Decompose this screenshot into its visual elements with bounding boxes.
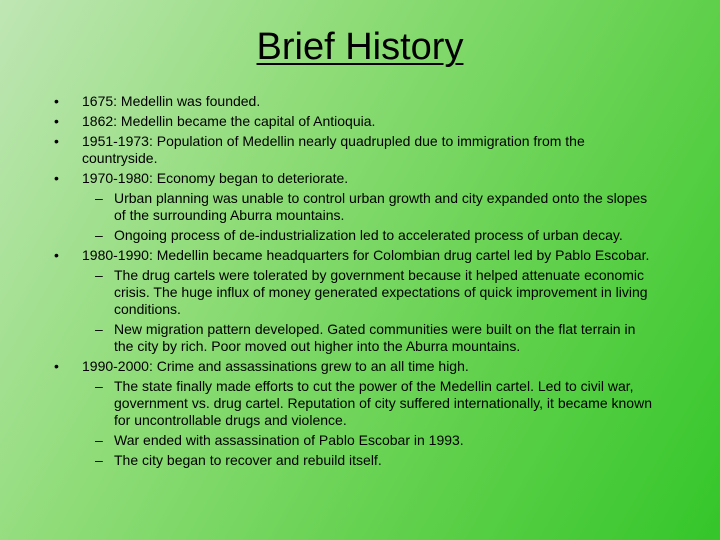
sub-bullet-item [82,267,654,318]
bullet-text: 1951-1973: Population of Medellin nearly quadrupled due to immigration from the countryside. [82,133,585,166]
bullet-item [54,247,654,355]
dash-icon: – [95,190,103,206]
sub-bullet-text: The state finally made efforts to cut the power of the Medellin cartel. Led to civil war, government vs. drug cartel. Reputation of city suffered internationally, it became known for uncontrollable drugs and violence. [114,378,652,428]
bullet-item [54,93,654,110]
sub-bullet-item [82,378,654,429]
dash-icon: – [95,267,103,283]
sub-bullet-text: The drug cartels were tolerated by government because it helped attenuate economic crisis. The huge influx of money generated expectations of quick improvement in living conditions. [114,267,648,317]
sub-bullet-text: The city began to recover and rebuild itself. [114,452,382,468]
sub-bullet-list [82,378,654,469]
sub-bullet-text: Ongoing process of de-industrialization led to accelerated process of urban decay. [114,227,623,243]
bullet-icon: • [54,247,59,263]
sub-bullet-text: Urban planning was unable to control urban growth and city expanded onto the slopes of the surrounding Aburra mountains. [114,190,648,223]
dash-icon: – [95,321,103,337]
bullet-icon: • [54,170,59,186]
bullet-item [54,133,654,167]
sub-bullet-item [82,227,654,244]
dash-icon: – [95,227,103,243]
bullet-list [54,93,654,469]
bullet-text: 1970-1980: Economy began to deteriorate. [82,170,349,186]
bullet-icon: • [54,358,59,374]
sub-bullet-list [82,190,654,244]
sub-bullet-item [82,452,654,469]
bullet-item [54,358,654,469]
sub-bullet-text: War ended with assassination of Pablo Escobar in 1993. [114,432,464,448]
bullet-text: 1862: Medellin became the capital of Antioquia. [82,113,376,129]
slide-title: Brief History [256,26,464,68]
sub-bullet-item [82,432,654,449]
dash-icon: – [95,432,103,448]
bullet-icon: • [54,133,59,149]
bullet-text: 1980-1990: Medellin became headquarters for Colombian drug cartel led by Pablo Escobar. [82,247,650,263]
dash-icon: – [95,378,103,394]
bullet-icon: • [54,113,59,129]
bullet-text: 1990-2000: Crime and assassinations grew to an all time high. [82,358,469,374]
bullet-text: 1675: Medellin was founded. [82,93,261,109]
bullet-item [54,113,654,130]
sub-bullet-item [82,321,654,355]
sub-bullet-item [82,190,654,224]
slide-content [54,93,654,472]
sub-bullet-text: New migration pattern developed. Gated communities were built on the flat terrain in the city by rich. Poor moved out higher into the Aburra mountains. [114,321,636,354]
bullet-item [54,170,654,244]
dash-icon: – [95,452,103,468]
bullet-icon: • [54,93,59,109]
sub-bullet-list [82,267,654,355]
